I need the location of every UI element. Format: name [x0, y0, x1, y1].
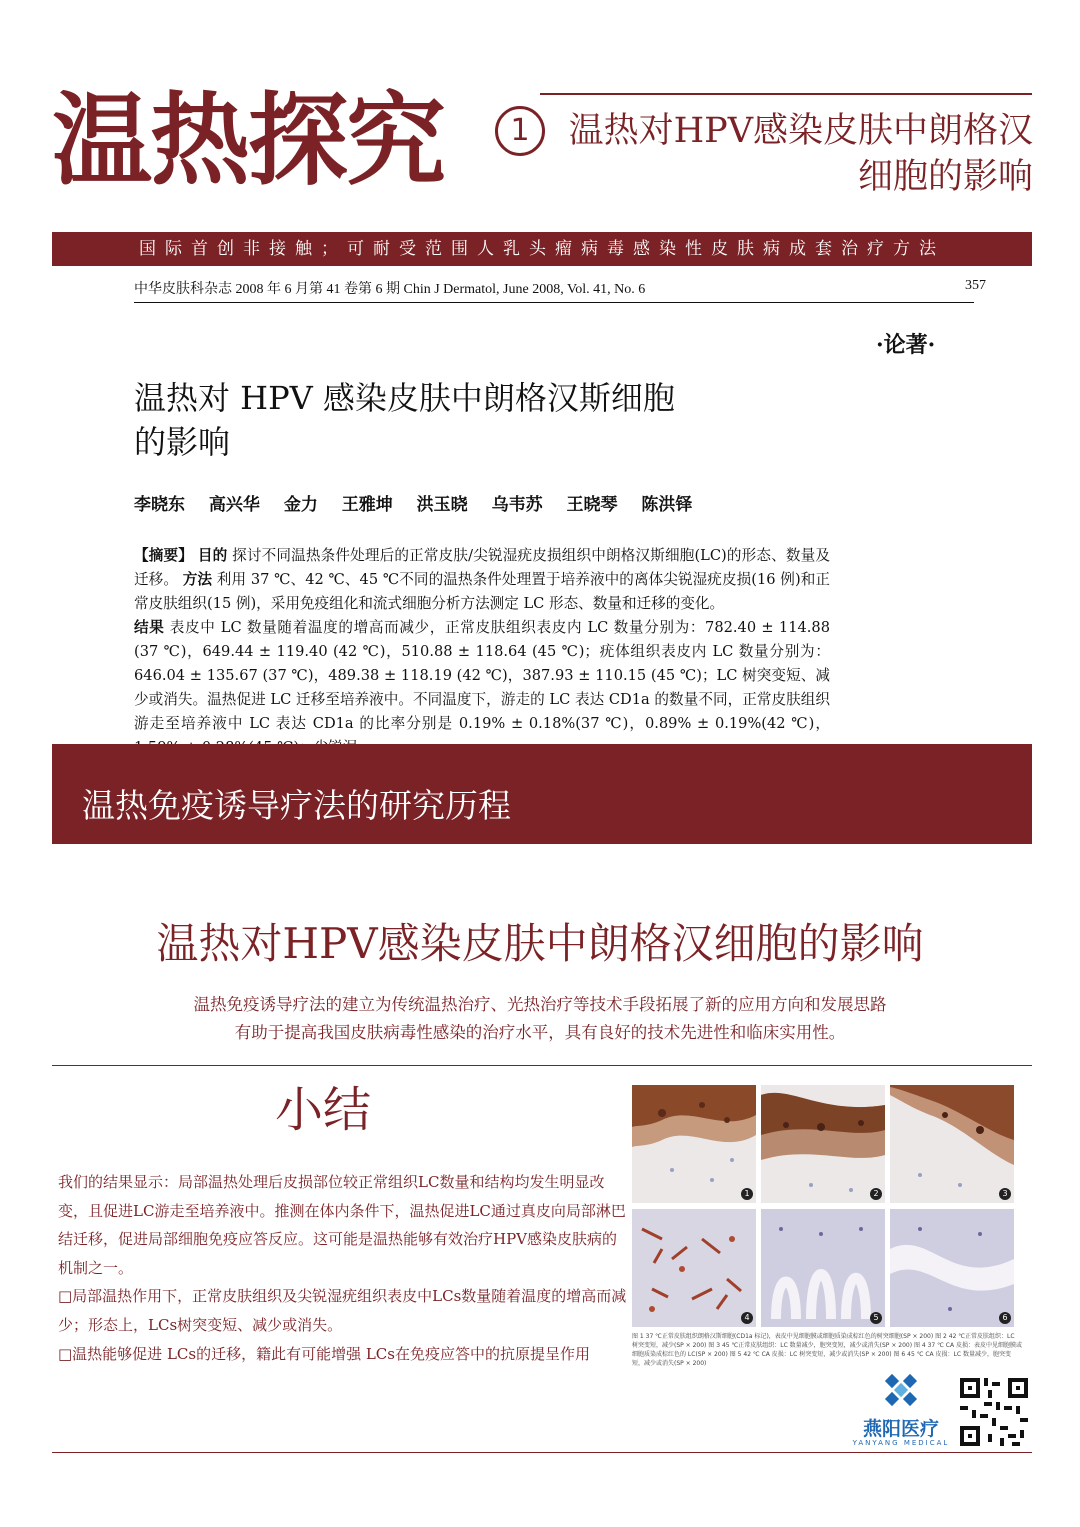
histology-panel — [632, 1209, 756, 1327]
logo-name: 燕阳医疗 — [862, 1418, 939, 1440]
sub-heading: 温热对HPV感染皮肤中朗格汉细胞的影响 — [156, 919, 924, 968]
paper-abstract — [134, 544, 830, 760]
main-title: 温热探究 — [52, 81, 444, 199]
paper-title-line-1: 温热对 HPV 感染皮肤中朗格汉斯细胞 — [134, 379, 675, 417]
paper-journal-citation: 中华皮肤科杂志 2008 年 6 月第 41 卷第 6 期 Chin J Dermatol, June 2008, Vol. 41, No. 6 — [134, 282, 646, 297]
abstract-label: 【摘要】 — [134, 547, 194, 564]
panel-number: 4 — [741, 1312, 753, 1324]
histology-panel — [761, 1085, 885, 1203]
logo-english-name: YANYANG MEDICAL — [852, 1439, 950, 1447]
qr-code — [960, 1378, 1028, 1446]
description-line-2: 有助于提高我国皮肤病毒性感染的治疗水平，具有良好的技术先进性和临床实用性。 — [234, 1023, 846, 1042]
summary-paragraph: 我们的结果显示：局部温热处理后皮损部位较正常组织LC数量和结构均发生明显改变，且促进LC游走至培养液中。推测在体内条件下，温热促进LC通过真皮向局部淋巴结迁移，促进局部细胞免疫应答反应。这可能是温热能够有效治疗HPV感染皮肤病的机制之一。 — [58, 1173, 626, 1277]
qr-code-icon — [960, 1378, 1028, 1446]
summary-heading: 小结 — [275, 1082, 372, 1138]
histology-panel — [890, 1209, 1014, 1327]
top-banner: 国际首创非接触；可耐受范围人乳头瘤病毒感染性皮肤病成套治疗方法 — [52, 232, 1032, 266]
panel-number: 2 — [870, 1188, 882, 1200]
summary-bullet-2: □温热能够促进 LCs的迁移，籍此有可能增强 LCs在免疫应答中的抗原提呈作用 — [58, 1344, 590, 1363]
section-banner-text: 温热免疫诱导疗法的研究历程 — [82, 786, 511, 825]
histology-panel — [632, 1085, 756, 1203]
paper-title — [134, 376, 774, 464]
panel-number: 3 — [999, 1188, 1011, 1200]
paper-category: ·论著· — [876, 332, 936, 358]
histology-image — [632, 1209, 756, 1327]
subtitle-line-1: 温热对HPV感染皮肤中朗格汉 — [568, 111, 1033, 151]
paper-scan — [52, 266, 1032, 744]
histology-figure — [632, 1085, 1022, 1365]
top-rule — [540, 93, 1032, 95]
logo-mark-icon — [846, 1374, 956, 1418]
abstract-result-label: 结果 — [134, 619, 165, 636]
summary-body — [58, 1168, 628, 1388]
paper-journal-header — [134, 278, 986, 303]
panel-number: 5 — [870, 1312, 882, 1324]
subtitle-line-2: 细胞的影响 — [857, 157, 1033, 197]
figure-caption: 图 1 37 ℃正常皮肤组织朗格汉斯细胞(CD1a 标记)，表皮中见细胞膜或细胞质染成棕红色的树突细胞(SP × 200) 图 2 42 ℃正常皮肤组织：LC 树突变短，减少(SP × 200) 图 3 45 ℃正常皮肤组织：LC 数量减少，胞突变短，减少或消失(SP × 200) 图 4 37 ℃ CA 皮损：表皮中见细胞膜或细胞质染成棕红色的 LC(SP × 200) 图 5 42 ℃ CA 皮损：LC 树突变短，减少或消失(SP × 200) 图 6 45 ℃ CA 皮损：LC 数量减少，胞突变短，减少或消失(SP × 200) — [632, 1333, 1022, 1367]
histology-image — [632, 1085, 756, 1203]
paper-authors: 李晓东 高兴华 金力 王雅坤 洪玉晓 乌韦苏 王晓琴 陈洪铎 — [134, 495, 693, 515]
histology-image — [761, 1085, 885, 1203]
section-banner — [52, 744, 1032, 844]
abstract-aim-label: 目的 — [197, 547, 228, 564]
panel-number: 6 — [999, 1312, 1011, 1324]
abstract-method-label: 方法 — [182, 571, 213, 588]
histology-image — [890, 1085, 1014, 1203]
divider — [52, 1065, 1032, 1066]
histology-panel — [890, 1085, 1014, 1203]
panel-number: 1 — [741, 1188, 753, 1200]
description-line-1: 温热免疫诱导疗法的建立为传统温热治疗、光热治疗等技术手段拓展了新的应用方向和发展思路 — [193, 995, 887, 1014]
abstract-result: 表皮中 LC 数量随着温度的增高而减少，正常皮肤组织表皮内 LC 数量分别为：782.40 ± 114.88 (37 ℃)，649.44 ± 119.40 (42 ℃)，510.88 ± 118.64 (45 ℃)；疣体组织表皮内 LC 数量分别为：646.04 ± 135.67 (37 ℃)，489.38 ± 118.19 (42 ℃)，387.93 ± 110.15 (45 ℃)；LC 树突变短、减少或消失。温热促进 LC 迁移至培养液中。不同温度下，游走的 LC 表达 CD1a 的数量不同，正常皮肤组织游走至培养液中 LC 表达 CD1a 的比率分别是 0.19% ± 0.18%(37 ℃)，0.89% ± 0.19%(42 ℃)， — [134, 619, 830, 732]
histology-image — [761, 1209, 885, 1327]
abstract-aim: 探讨不同温热条件处理后的正常皮肤/尖锐湿疣皮损组织中朗格汉斯细胞(LC)的形态、数量及迁移。 — [134, 547, 830, 588]
bottom-rule — [52, 1452, 1032, 1453]
title-number-badge: 1 — [495, 106, 545, 156]
paper-page-number: 357 — [965, 278, 986, 293]
histology-image — [890, 1209, 1014, 1327]
abstract-method: 利用 37 ℃、42 ℃、45 ℃不同的温热条件处理置于培养液中的离体尖锐湿疣皮损(16 例)和正常皮肤组织(15 例)，采用免疫组化和流式细胞分析方法测定 LC 形态、数量和迁移的变化。 — [134, 571, 830, 612]
histology-panel — [761, 1209, 885, 1327]
summary-bullet-1: □局部温热作用下，正常皮肤组织及尖锐湿疣组织表皮中LCs数量随着温度的增高而减少；形态上，LCs树突变短、减少或消失。 — [58, 1287, 627, 1334]
paper-title-line-2: 的影响 — [134, 423, 231, 461]
